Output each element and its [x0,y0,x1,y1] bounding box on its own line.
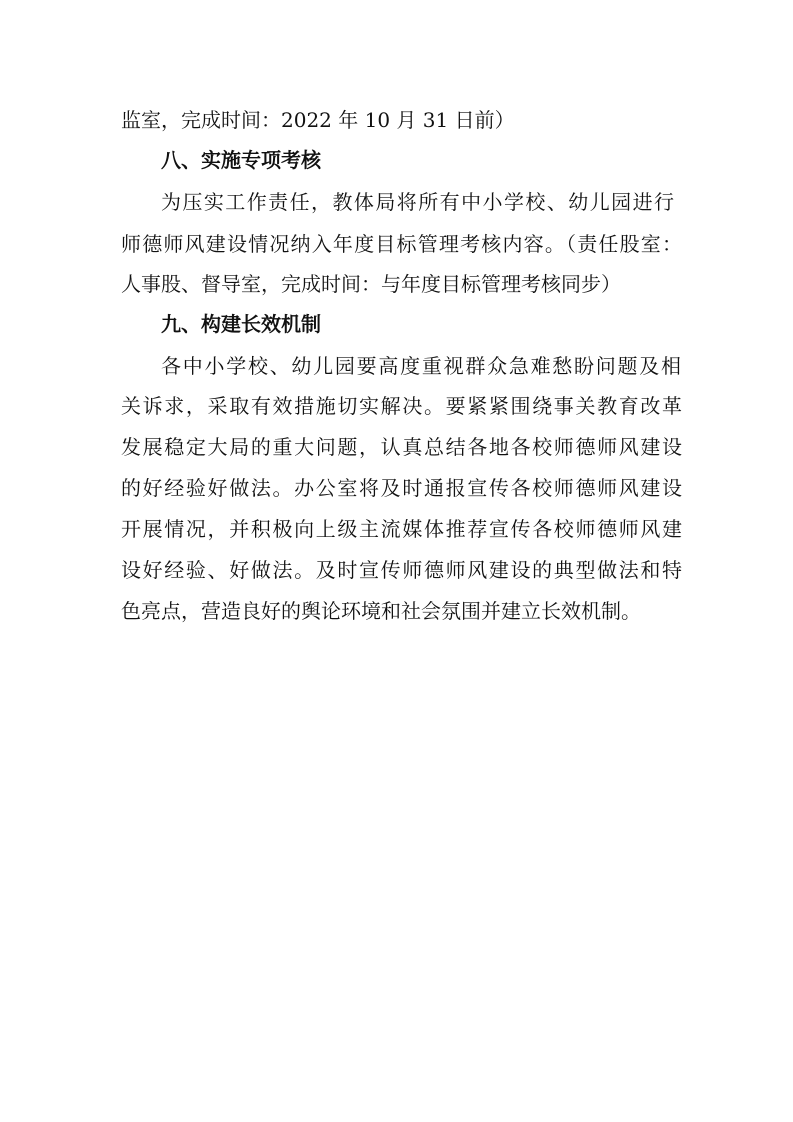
section-9-line-1: 各中小学校、幼儿园要高度重视群众急难愁盼问题及相 [161,354,681,378]
section-9-line-5: 开展情况，并积极向上级主流媒体推荐宣传各校师德师风建 [121,517,682,541]
section-9-line-4: 的好经验好做法。办公室将及时通报宣传各校师德师风建设 [121,476,682,500]
section-9-line-7: 色亮点，营造良好的舆论环境和社会氛围并建立长效机制。 [121,599,641,623]
section-9-line-2: 关诉求，采取有效措施切实解决。要紧紧围绕事关教育改革 [121,394,682,418]
section-8-line-2: 师德师风建设情况纳入年度目标管理考核内容。（责任股室： [121,232,682,256]
section-8-line-1: 为压实工作责任，教体局将所有中小学校、幼儿园进行 [161,190,674,214]
section-8-line-3: 人事股、督导室，完成时间：与年度目标管理考核同步） [121,272,621,296]
section-9-line-3: 发展稳定大局的重大问题，认真总结各地各校师德师风建设 [121,435,682,459]
section-9-line-6: 设好经验、好做法。及时宣传师德师风建设的典型做法和特 [121,558,682,582]
section-8-heading: 八、实施专项考核 [161,148,321,172]
section-9-heading: 九、构建长效机制 [161,312,321,336]
continuation-line: 监室，完成时间：2022 年 10 月 31 日前） [121,108,515,132]
